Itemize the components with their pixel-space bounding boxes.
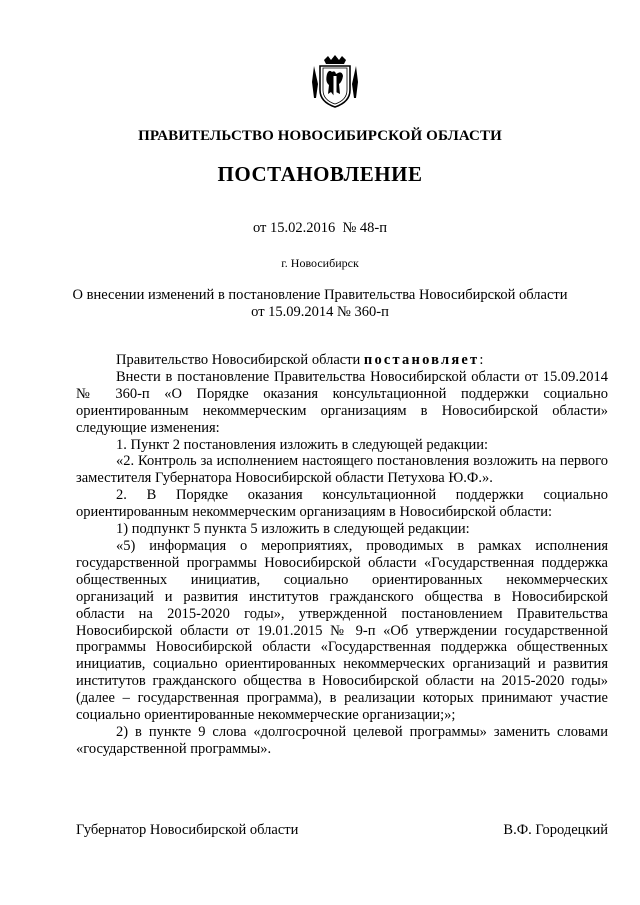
- body-intro: [76, 352, 608, 369]
- document-date-number: от 15.02.2016 № 48-п: [252, 220, 388, 236]
- body-paragraph-2: 1. Пункт 2 постановления изложить в следующей редакции:: [116, 436, 489, 453]
- body-paragraph-7: 2) в пункте 9 слова «долгосрочной целевой программы» заменить словами «государственной программы».: [76, 723, 608, 757]
- document-body: [76, 352, 608, 758]
- body-paragraph-4: 2. В Порядке оказания консультационной поддержки социально ориентированным некоммерческим организациям в Новосибирской области:: [76, 487, 608, 521]
- body-paragraph-5: 1) подпункт 5 пункта 5 изложить в следующей редакции:: [116, 521, 470, 538]
- document-type: ПОСТАНОВЛЕНИЕ: [217, 162, 423, 186]
- intro-suffix: :: [479, 352, 484, 368]
- subject-line-2: от 15.09.2014 № 360-п: [251, 303, 389, 320]
- intro-decree-word: постановляет: [363, 352, 480, 368]
- signature-position: Губернатор Новосибирской области: [76, 822, 299, 838]
- intro-prefix: Правительство Новосибирской области: [116, 352, 364, 368]
- body-paragraph-6: «5) информация о мероприятиях, проводимых в рамках исполнения государственной программы Новосибирской области «Государственная поддержка общественных инициатив, социально ориентированных некоммерческих организаций и развития институтов гражданского общества в Новосибирской области на 2015-2020 годы», утвержденной постановлением Правительства Новосибирской области от 19.01.2015 № 9-п «Об утверждении государственной программы Новосибирской области «Государственная поддержка общественных инициатив, социально ориентированных некоммерческих организаций и развития институтов гражданского общества в Новосибирской области на 2015-2020 годы» (далее – государственная программа), в реализации которых принимают участие социально ориентированные некоммерческие организации;»;: [76, 537, 608, 724]
- body-paragraph-1: Внести в постановление Правительства Новосибирской области от 15.09.2014 № 360-п «О Порядке оказания консультационной поддержки социально ориентированным некоммерческим организациям в Новосибирской области» следующие изменения:: [76, 368, 608, 436]
- body-paragraph-3: «2. Контроль за исполнением настоящего постановления возложить на первого заместителя Губернатора Новосибирской области Петухова Ю.Ф.».: [76, 453, 608, 487]
- signature-name: В.Ф. Городецкий: [503, 822, 608, 838]
- coat-of-arms-icon: [312, 54, 358, 108]
- subject-line-1: О внесении изменений в постановление Правительства Новосибирской области: [72, 287, 568, 303]
- document-subject: [0, 287, 640, 320]
- document-city: г. Новосибирск: [281, 256, 359, 270]
- organization-title: ПРАВИТЕЛЬСТВО НОВОСИБИРСКОЙ ОБЛАСТИ: [138, 128, 502, 144]
